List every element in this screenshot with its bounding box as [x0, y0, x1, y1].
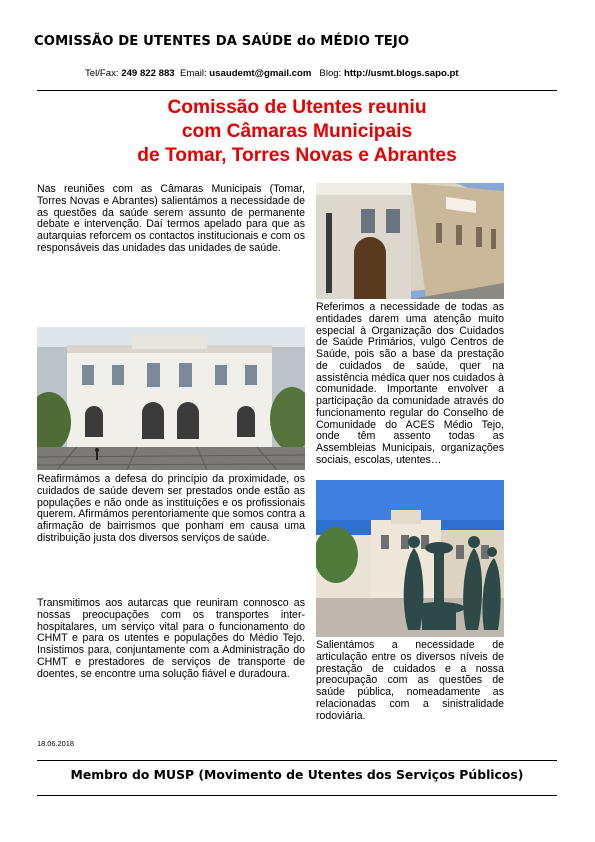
paragraph-1-text: Nas reuniões com as Câmaras Municipais (Tomar, Torres Novas e Abrantes) salientámos a necessidade de as questões da saúde serem assunto de permanente debate e intervenção. Daí termos apelado para que as autarquias reforcem os contactos institucionais e com os responsáveis das unidades das unidades de saúde. — [37, 183, 305, 254]
paragraph-4 — [316, 302, 504, 467]
paragraph-5-text: Salientámos a necessidade de articulação entre os diversos níveis de prestação de cuidados e a nossa preocupação com as questões de saúde pública, nomeadamente as relacionadas com a sinistralidade rodoviária. — [316, 639, 504, 722]
paragraph-4-text: Referimos a necessidade de todas as entidades darem uma atenção muito especial à Organização dos Cuidados de Saúde Primários, vulgo Centros de Saúde, pois são a base da prestação de cuidados de saúde, quer na assistência médica quer nos cuidados à comunidade. Importante envolver a participação da comunidade através do funcionamento regular do Conselho de Comunidade do ACES Médio Tejo, onde têm assento todas as Assembleias Municipais, organizações sociais, escolas, utentes… — [316, 301, 504, 466]
blog-label: Blog: — [319, 68, 342, 79]
email-label: Email: — [179, 68, 207, 79]
paragraph-3-text: Transmitimos aos autarcas que reuniram connosco as nossas preocupações com os transportes inter-hospitalares, um serviço vital para o funcionamento do CHMT e para os utentes e populações do Médio Tejo. Insistimos para, conjuntamente com a Administração do CHMT e prestadores de serviços de transporte de doentes, se encontre uma solução fiável e duradoura. — [37, 597, 305, 680]
paragraph-3 — [37, 598, 305, 680]
headline-line-1: Comissão de Utentes reuniu — [167, 97, 427, 118]
paragraph-2 — [37, 474, 305, 545]
paragraph-2-text: Reafirmámos a defesa do princípio da proximidade, os cuidados de saúde devem ser prestados onde estão as populações e não onde as instituições e os profissionais querem. Afirmámos perentoriamente que somos contra a afirmação de bairrismos que ponham em causa uma distribuição justa dos diversos serviços de saúde. — [37, 473, 305, 544]
header-rule — [37, 90, 557, 91]
blog-url[interactable]: http://usmt.blogs.sapo.pt — [343, 68, 459, 79]
contact-line — [85, 68, 459, 79]
footer-rule-top — [37, 760, 557, 761]
photo-square-statue — [316, 480, 504, 637]
footer-membership: Membro do MUSP (Movimento de Utentes dos Serviços Públicos) — [70, 767, 524, 782]
headline-line-3: de Tomar, Torres Novas e Abrantes — [137, 145, 457, 166]
photo-street-building — [316, 183, 504, 299]
paragraph-1 — [37, 184, 305, 255]
paragraph-5 — [316, 640, 504, 722]
tel-label: Tel/Fax: — [85, 68, 119, 79]
email-address[interactable]: usaudemt@gmail.com — [209, 68, 312, 79]
footer-rule-bottom — [37, 795, 557, 796]
organization-name: COMISSÃO DE UTENTES DA SAÚDE do MÉDIO TEJO — [34, 34, 410, 49]
photo-tomar-town-hall — [37, 327, 305, 470]
publication-date: 18.06.2018 — [37, 739, 74, 748]
headline-line-2: com Câmaras Municipais — [181, 121, 413, 142]
headline — [37, 96, 557, 168]
tel-number: 249 822 883 — [121, 68, 175, 79]
